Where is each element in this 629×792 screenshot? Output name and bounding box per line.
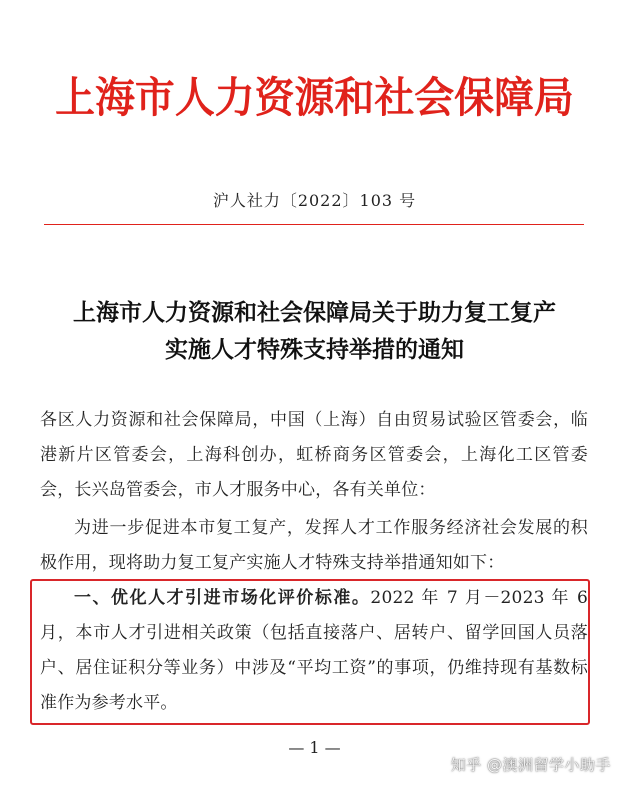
issuing-organization-header: 上海市人力资源和社会保障局 bbox=[55, 73, 574, 122]
document-title-line-2: 实施人才特殊支持举措的通知 bbox=[165, 336, 464, 363]
addressee-paragraph: 各区人力资源和社会保障局，中国（上海）自由贸易试验区管委会，临港新片区管委会，上海科创办，虹桥商务区管委会，上海化工区管委会，长兴岛管委会，市人才服务中心，各有关单位： bbox=[40, 410, 588, 500]
document-title-line-1: 上海市人力资源和社会保障局关于助力复工复产 bbox=[73, 299, 556, 326]
item-one-heading: 一、优化人才引进市场化评价标准。 bbox=[74, 588, 371, 608]
zhihu-watermark: 知乎 @澳洲留学小助手 bbox=[450, 756, 611, 774]
red-header-divider bbox=[44, 224, 584, 225]
document-number: 沪人社力〔2022〕103 号 bbox=[212, 191, 417, 210]
intro-paragraph: 为进一步促进本市复工复产，发挥人才工作服务经济社会发展的积极作用，现将助力复工复产实施人才特殊支持举措通知如下： bbox=[40, 518, 588, 573]
item-one-text: 2022 年 7 月－2023 年 6 月，本市人才引进相关政策（包括直接落户、居转户、留学回国人员落户、居住证积分等业务）中涉及“平均工资”的事项，仍维持现有基数标准作为参考水平。 bbox=[40, 588, 589, 713]
page-number: — 1 — bbox=[288, 738, 341, 757]
document-title bbox=[20, 294, 609, 368]
item-one-paragraph bbox=[40, 581, 588, 721]
